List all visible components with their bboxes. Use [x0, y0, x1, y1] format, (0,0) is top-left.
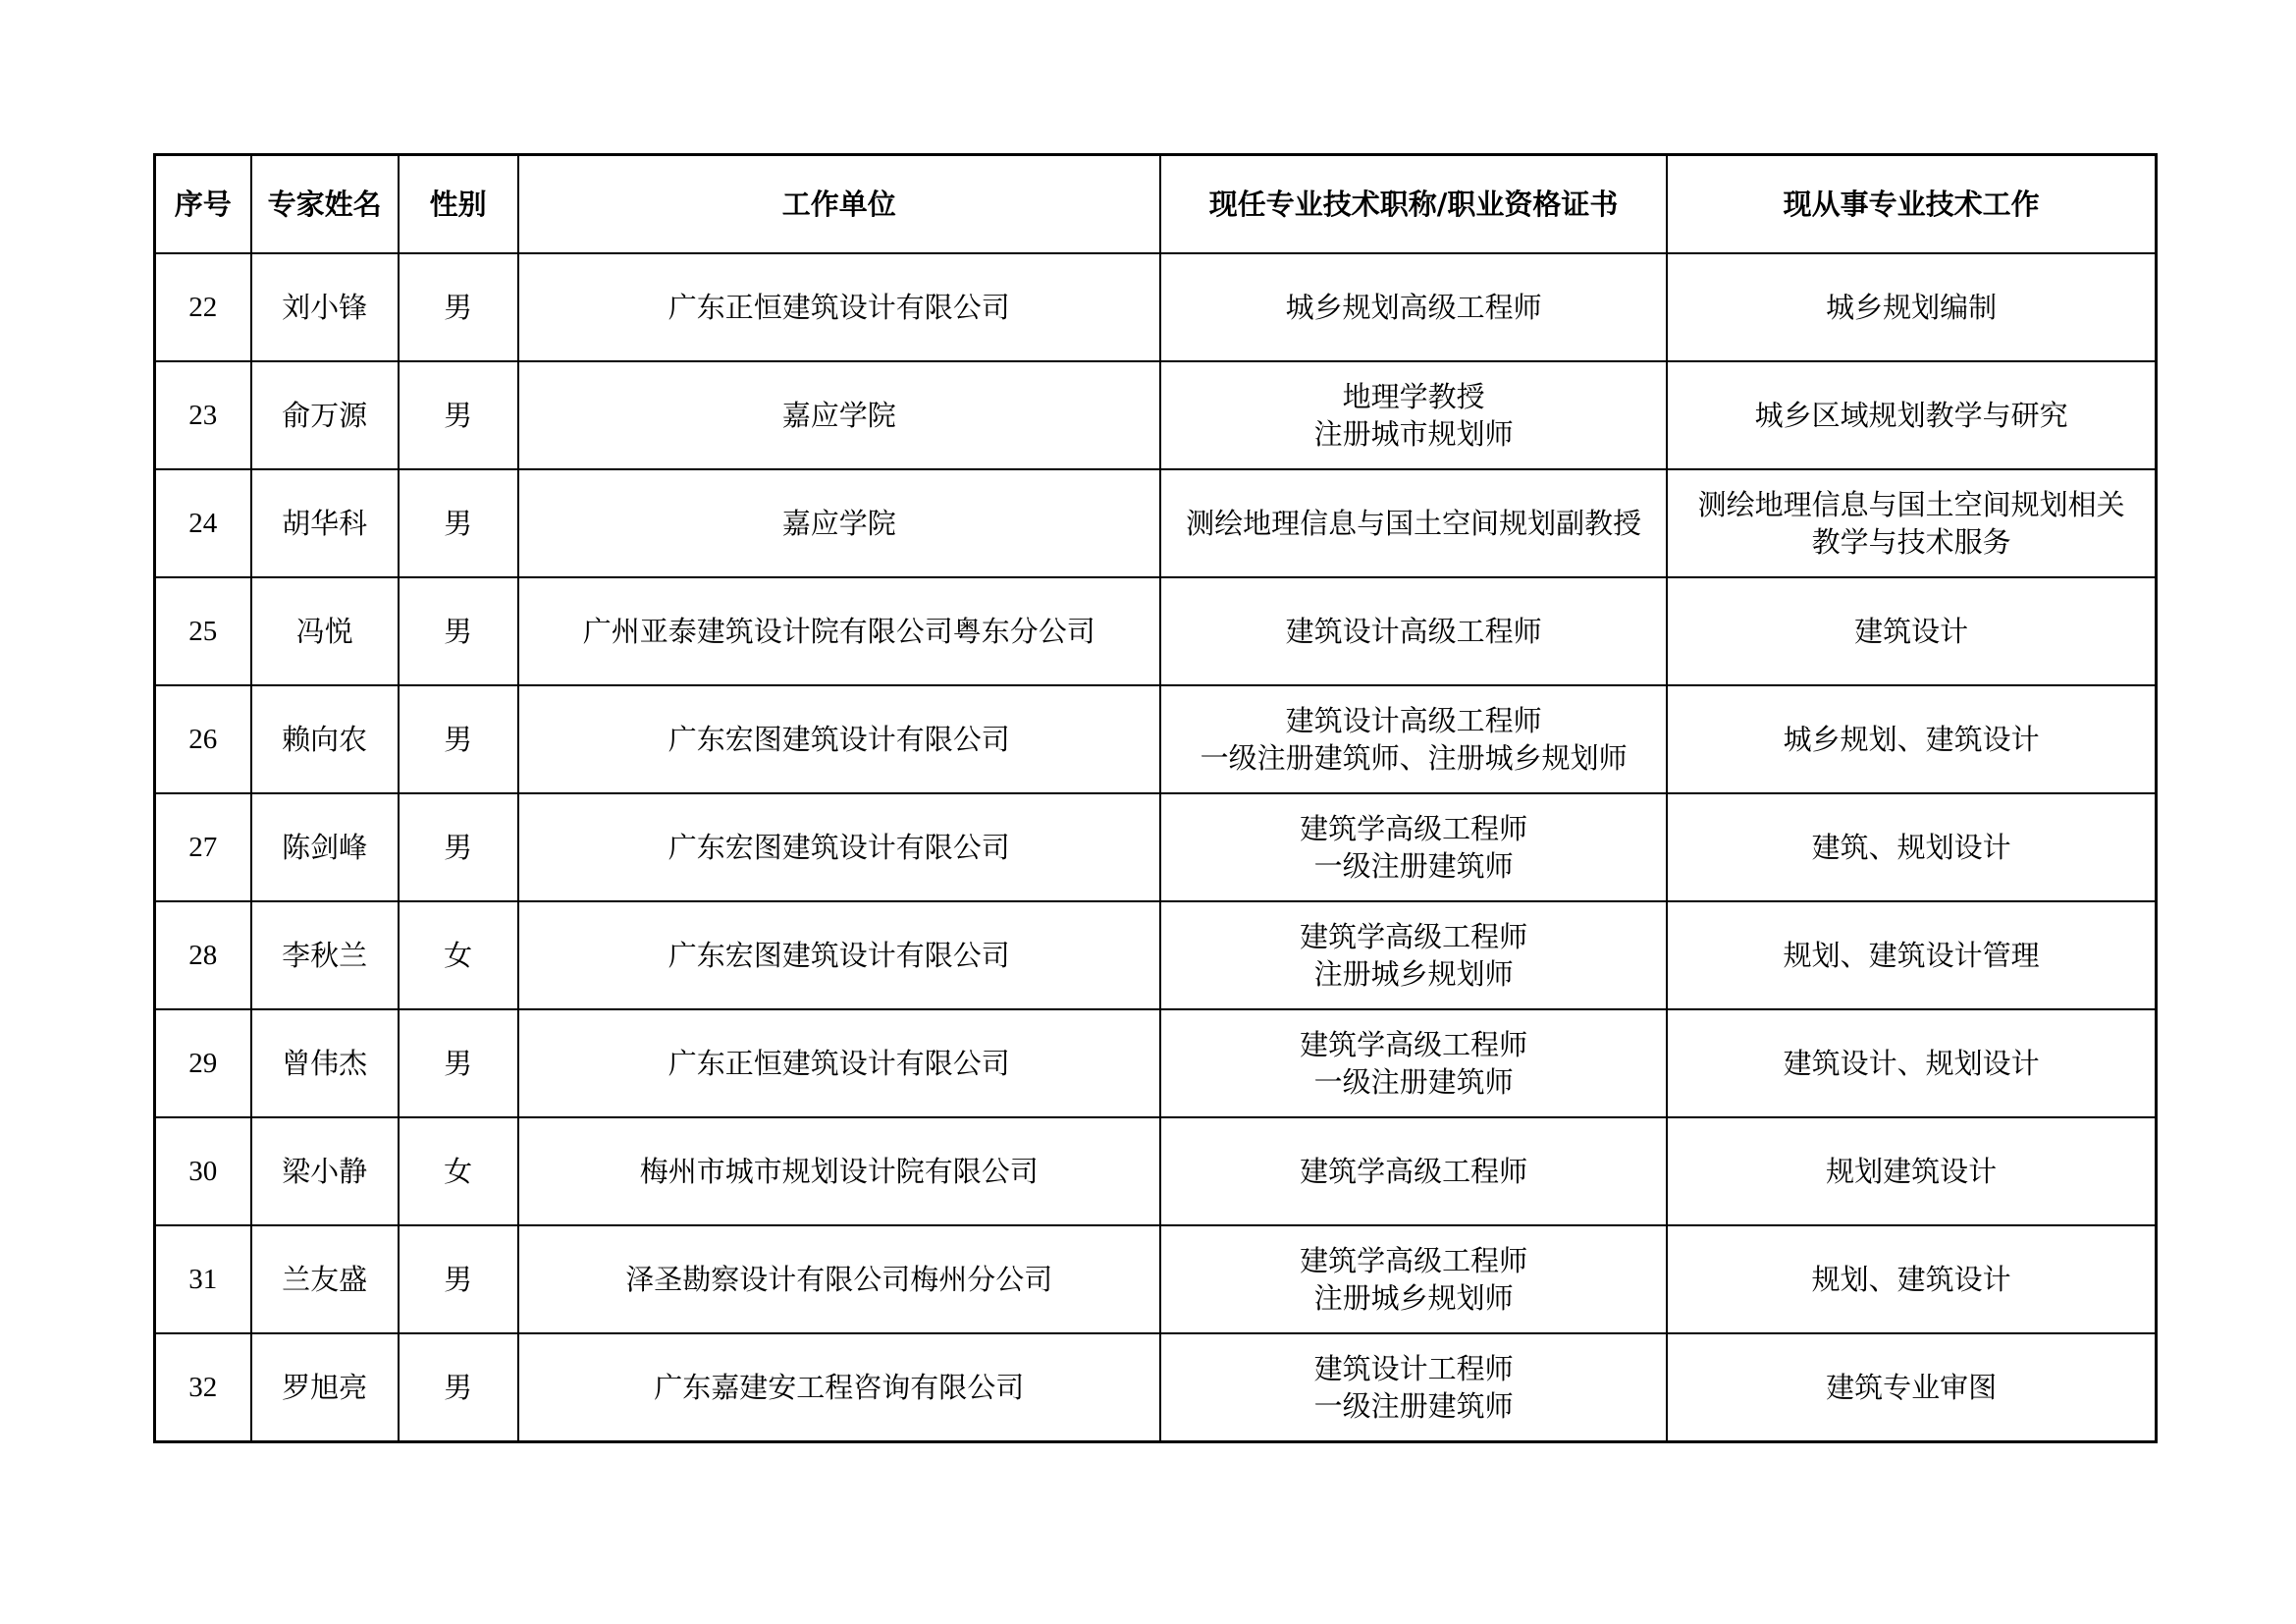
work-line-1: 城乡规划、建筑设计 — [1783, 723, 2040, 756]
cell-title — [1160, 1009, 1667, 1117]
work-line-1: 测绘地理信息与国土空间规划相关 — [1697, 488, 2125, 521]
cell-work — [1667, 1225, 2156, 1333]
cell-unit: 广州亚泰建筑设计院有限公司粤东分公司 — [518, 577, 1160, 685]
table-row — [155, 1333, 2157, 1442]
title-line-1: 地理学教授 — [1342, 380, 1485, 413]
cell-name: 冯悦 — [251, 577, 399, 685]
work-line-1: 建筑、规划设计 — [1811, 831, 2011, 864]
table-row — [155, 793, 2157, 901]
title-line-1: 建筑设计工程师 — [1313, 1352, 1514, 1385]
table-row — [155, 577, 2157, 685]
title-line-1: 城乡规划高级工程师 — [1285, 291, 1542, 324]
title-line-2: 一级注册建筑师、注册城乡规划师 — [1200, 741, 1628, 775]
cell-name: 俞万源 — [251, 361, 399, 469]
cell-name: 李秋兰 — [251, 901, 399, 1009]
cell-work — [1667, 253, 2156, 361]
table-body — [155, 253, 2157, 1442]
title-line-2: 一级注册建筑师 — [1313, 1065, 1514, 1099]
cell-title — [1160, 469, 1667, 577]
work-line-1: 建筑专业审图 — [1826, 1371, 1998, 1404]
title-line-1: 建筑学高级工程师 — [1300, 1155, 1528, 1188]
cell-gender: 男 — [399, 1333, 518, 1442]
table-row — [155, 361, 2157, 469]
cell-unit: 嘉应学院 — [518, 469, 1160, 577]
cell-work — [1667, 1333, 2156, 1442]
cell-unit: 广东嘉建安工程咨询有限公司 — [518, 1333, 1160, 1442]
cell-name: 罗旭亮 — [251, 1333, 399, 1442]
cell-unit: 嘉应学院 — [518, 361, 1160, 469]
work-line-1: 建筑设计、规划设计 — [1783, 1047, 2040, 1080]
cell-name: 梁小静 — [251, 1117, 399, 1225]
cell-work — [1667, 469, 2156, 577]
cell-title — [1160, 901, 1667, 1009]
title-line-1: 测绘地理信息与国土空间规划副教授 — [1186, 507, 1642, 540]
cell-gender: 男 — [399, 793, 518, 901]
work-line-1: 城乡规划编制 — [1826, 291, 1998, 324]
work-line-1: 规划、建筑设计管理 — [1783, 939, 2040, 972]
cell-name: 赖向农 — [251, 685, 399, 793]
cell-unit: 泽圣勘察设计有限公司梅州分公司 — [518, 1225, 1160, 1333]
cell-gender: 男 — [399, 577, 518, 685]
cell-gender: 女 — [399, 901, 518, 1009]
work-line-1: 城乡区域规划教学与研究 — [1754, 399, 2068, 432]
cell-title — [1160, 685, 1667, 793]
work-line-1: 规划、建筑设计 — [1811, 1263, 2011, 1296]
cell-index: 27 — [155, 793, 251, 901]
cell-work — [1667, 1117, 2156, 1225]
title-line-1: 建筑学高级工程师 — [1300, 1028, 1528, 1061]
cell-index: 30 — [155, 1117, 251, 1225]
cell-work — [1667, 1009, 2156, 1117]
cell-index: 23 — [155, 361, 251, 469]
cell-index: 22 — [155, 253, 251, 361]
cell-title — [1160, 1333, 1667, 1442]
title-line-1: 建筑设计高级工程师 — [1285, 615, 1542, 648]
header-index: 序号 — [155, 155, 251, 254]
cell-unit: 广东正恒建筑设计有限公司 — [518, 1009, 1160, 1117]
title-line-2: 一级注册建筑师 — [1313, 849, 1514, 883]
title-line-1: 建筑学高级工程师 — [1300, 1244, 1528, 1277]
cell-work — [1667, 793, 2156, 901]
title-line-2: 一级注册建筑师 — [1313, 1389, 1514, 1423]
cell-gender: 男 — [399, 1009, 518, 1117]
cell-title — [1160, 361, 1667, 469]
title-line-2: 注册城乡规划师 — [1313, 1281, 1514, 1315]
cell-index: 31 — [155, 1225, 251, 1333]
cell-index: 32 — [155, 1333, 251, 1442]
cell-name: 曾伟杰 — [251, 1009, 399, 1117]
cell-name: 兰友盛 — [251, 1225, 399, 1333]
cell-work — [1667, 361, 2156, 469]
table-row — [155, 469, 2157, 577]
cell-work — [1667, 685, 2156, 793]
title-line-1: 建筑学高级工程师 — [1300, 920, 1528, 953]
cell-unit: 梅州市城市规划设计院有限公司 — [518, 1117, 1160, 1225]
table-row — [155, 685, 2157, 793]
cell-title — [1160, 1225, 1667, 1333]
cell-name: 刘小锋 — [251, 253, 399, 361]
work-line-1: 规划建筑设计 — [1826, 1155, 1998, 1188]
cell-name: 胡华科 — [251, 469, 399, 577]
header-title: 现任专业技术职称/职业资格证书 — [1160, 155, 1667, 254]
cell-unit: 广东宏图建筑设计有限公司 — [518, 685, 1160, 793]
table-row — [155, 901, 2157, 1009]
header-name: 专家姓名 — [251, 155, 399, 254]
work-line-1: 建筑设计 — [1854, 615, 1969, 648]
header-gender: 性别 — [399, 155, 518, 254]
cell-work — [1667, 577, 2156, 685]
cell-index: 24 — [155, 469, 251, 577]
cell-gender: 男 — [399, 253, 518, 361]
cell-index: 28 — [155, 901, 251, 1009]
cell-index: 29 — [155, 1009, 251, 1117]
header-unit: 工作单位 — [518, 155, 1160, 254]
cell-unit: 广东宏图建筑设计有限公司 — [518, 793, 1160, 901]
cell-title — [1160, 577, 1667, 685]
title-line-1: 建筑设计高级工程师 — [1285, 704, 1542, 737]
cell-name: 陈剑峰 — [251, 793, 399, 901]
cell-title — [1160, 1117, 1667, 1225]
table-header-row — [155, 155, 2157, 254]
cell-gender: 男 — [399, 1225, 518, 1333]
table-row — [155, 253, 2157, 361]
cell-gender: 男 — [399, 469, 518, 577]
table-row — [155, 1009, 2157, 1117]
title-line-1: 建筑学高级工程师 — [1300, 812, 1528, 845]
cell-gender: 女 — [399, 1117, 518, 1225]
cell-title — [1160, 253, 1667, 361]
cell-gender: 男 — [399, 361, 518, 469]
work-line-2: 教学与技术服务 — [1811, 525, 2011, 559]
cell-work — [1667, 901, 2156, 1009]
cell-unit: 广东正恒建筑设计有限公司 — [518, 253, 1160, 361]
cell-title — [1160, 793, 1667, 901]
table-row — [155, 1117, 2157, 1225]
header-work: 现从事专业技术工作 — [1667, 155, 2156, 254]
cell-index: 26 — [155, 685, 251, 793]
cell-unit: 广东宏图建筑设计有限公司 — [518, 901, 1160, 1009]
title-line-2: 注册城乡规划师 — [1313, 957, 1514, 991]
expert-table — [153, 153, 2158, 1443]
table-row — [155, 1225, 2157, 1333]
cell-gender: 男 — [399, 685, 518, 793]
cell-index: 25 — [155, 577, 251, 685]
title-line-2: 注册城市规划师 — [1313, 417, 1514, 451]
